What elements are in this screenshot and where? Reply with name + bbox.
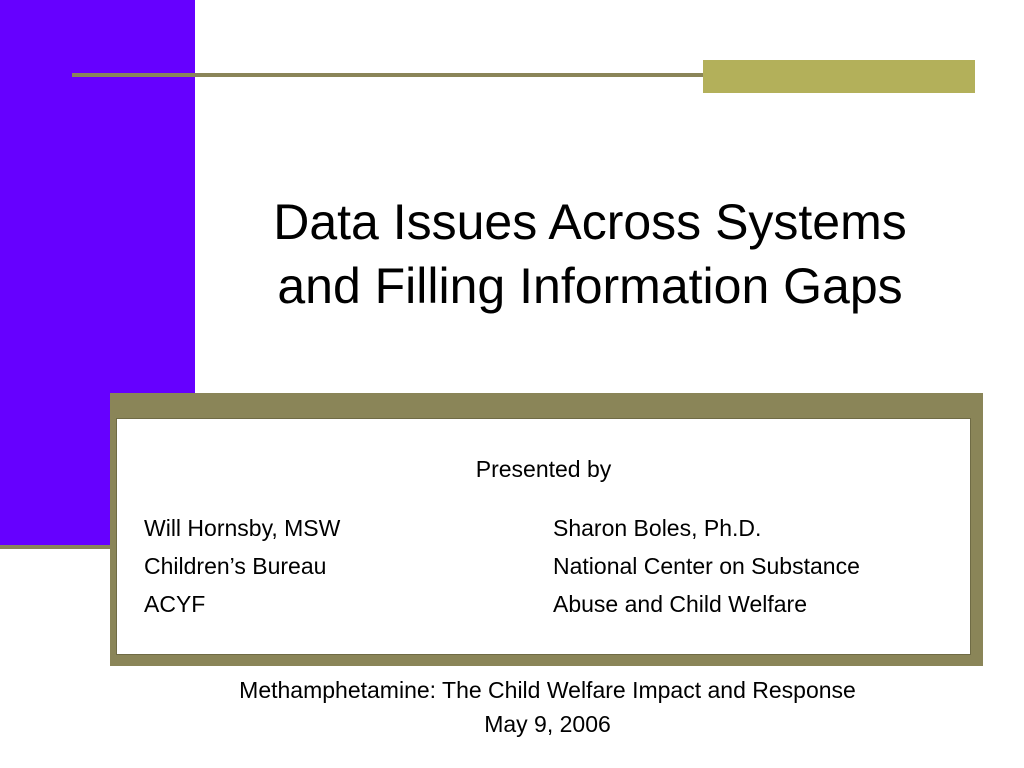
presenter-left-org-2: ACYF [144,591,206,617]
presenter-right-name: Sharon Boles, Ph.D. [553,515,762,541]
presenter-box [116,418,971,655]
footer-event-title: Methamphetamine: The Child Welfare Impact and Response [239,677,856,703]
presenter-right [553,509,860,623]
presented-by-label: Presented by [475,456,612,482]
top-accent-block [703,60,975,93]
left-bar-underline [0,545,110,549]
presenter-right-org-2: Abuse and Child Welfare [553,591,807,617]
presenter-right-org-1: National Center on Substance [553,553,860,579]
footer-date: May 9, 2006 [484,711,611,737]
slide-footer [100,673,995,741]
presenter-frame [110,393,983,666]
title-line-1: Data Issues Across Systems [273,194,907,250]
presenter-left [144,509,340,623]
presenter-left-name: Will Hornsby, MSW [144,515,341,541]
slide-title [200,190,980,318]
presenter-left-org-1: Children’s Bureau [144,553,327,579]
title-line-2: and Filling Information Gaps [277,258,903,314]
